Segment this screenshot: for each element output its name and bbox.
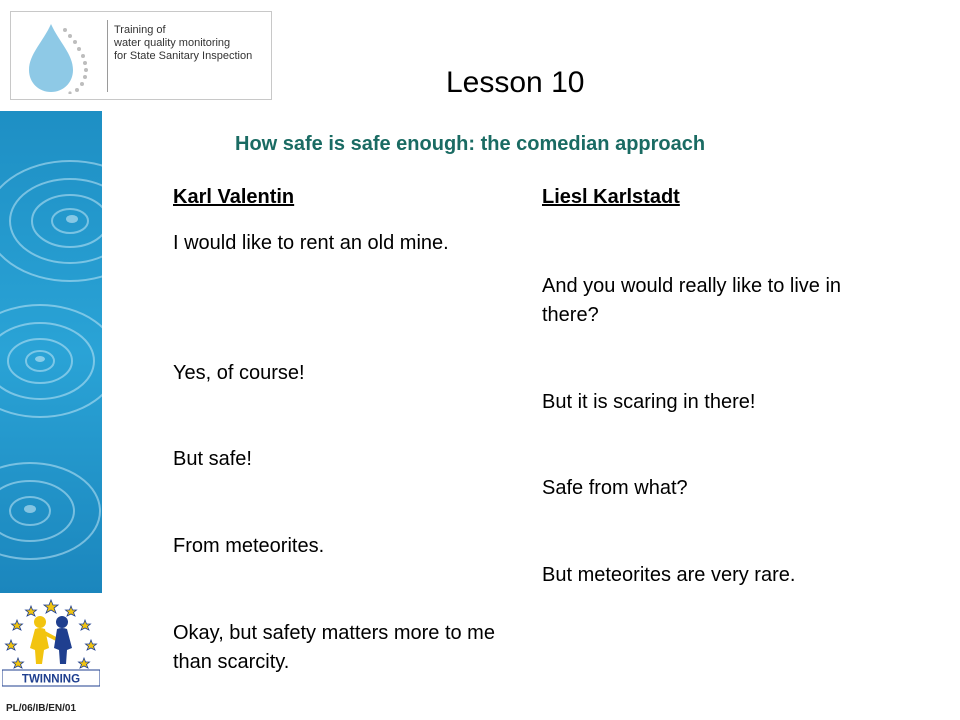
project-logo bbox=[10, 11, 272, 100]
left-speaker-heading: Karl Valentin bbox=[173, 186, 295, 208]
document-code: PL/06/IB/EN/01 bbox=[6, 703, 77, 714]
right-line-4: But meteorites are very rare. bbox=[542, 564, 796, 586]
left-line-3: But safe! bbox=[173, 448, 252, 470]
water-ripple-image bbox=[0, 111, 102, 593]
logo-text bbox=[114, 24, 252, 63]
left-line-2: Yes, of course! bbox=[173, 362, 305, 384]
logo-divider bbox=[107, 20, 108, 92]
logo-line-1: Training of bbox=[114, 24, 166, 36]
right-line-2: But it is scaring in there! bbox=[542, 391, 756, 413]
right-line-1: And you would really like to live in there? bbox=[542, 275, 842, 326]
left-line-5: Okay, but safety matters more to me than scarcity. bbox=[173, 622, 495, 673]
right-speaker-heading: Liesl Karlstadt bbox=[542, 186, 680, 208]
logo-line-3: for State Sanitary Inspection bbox=[114, 50, 253, 62]
slide-subtitle: How safe is safe enough: the comedian approach bbox=[235, 133, 706, 155]
left-line-4: From meteorites. bbox=[173, 535, 325, 557]
logo-line-2: water quality monitoring bbox=[114, 37, 231, 49]
water-drop-icon bbox=[21, 20, 105, 94]
page-title: Lesson 10 bbox=[446, 66, 585, 99]
right-line-3: Safe from what? bbox=[542, 477, 688, 499]
twinning-logo bbox=[2, 598, 100, 690]
left-line-1: I would like to rent an old mine. bbox=[173, 232, 449, 254]
twinning-label: TWINNING bbox=[21, 673, 81, 686]
